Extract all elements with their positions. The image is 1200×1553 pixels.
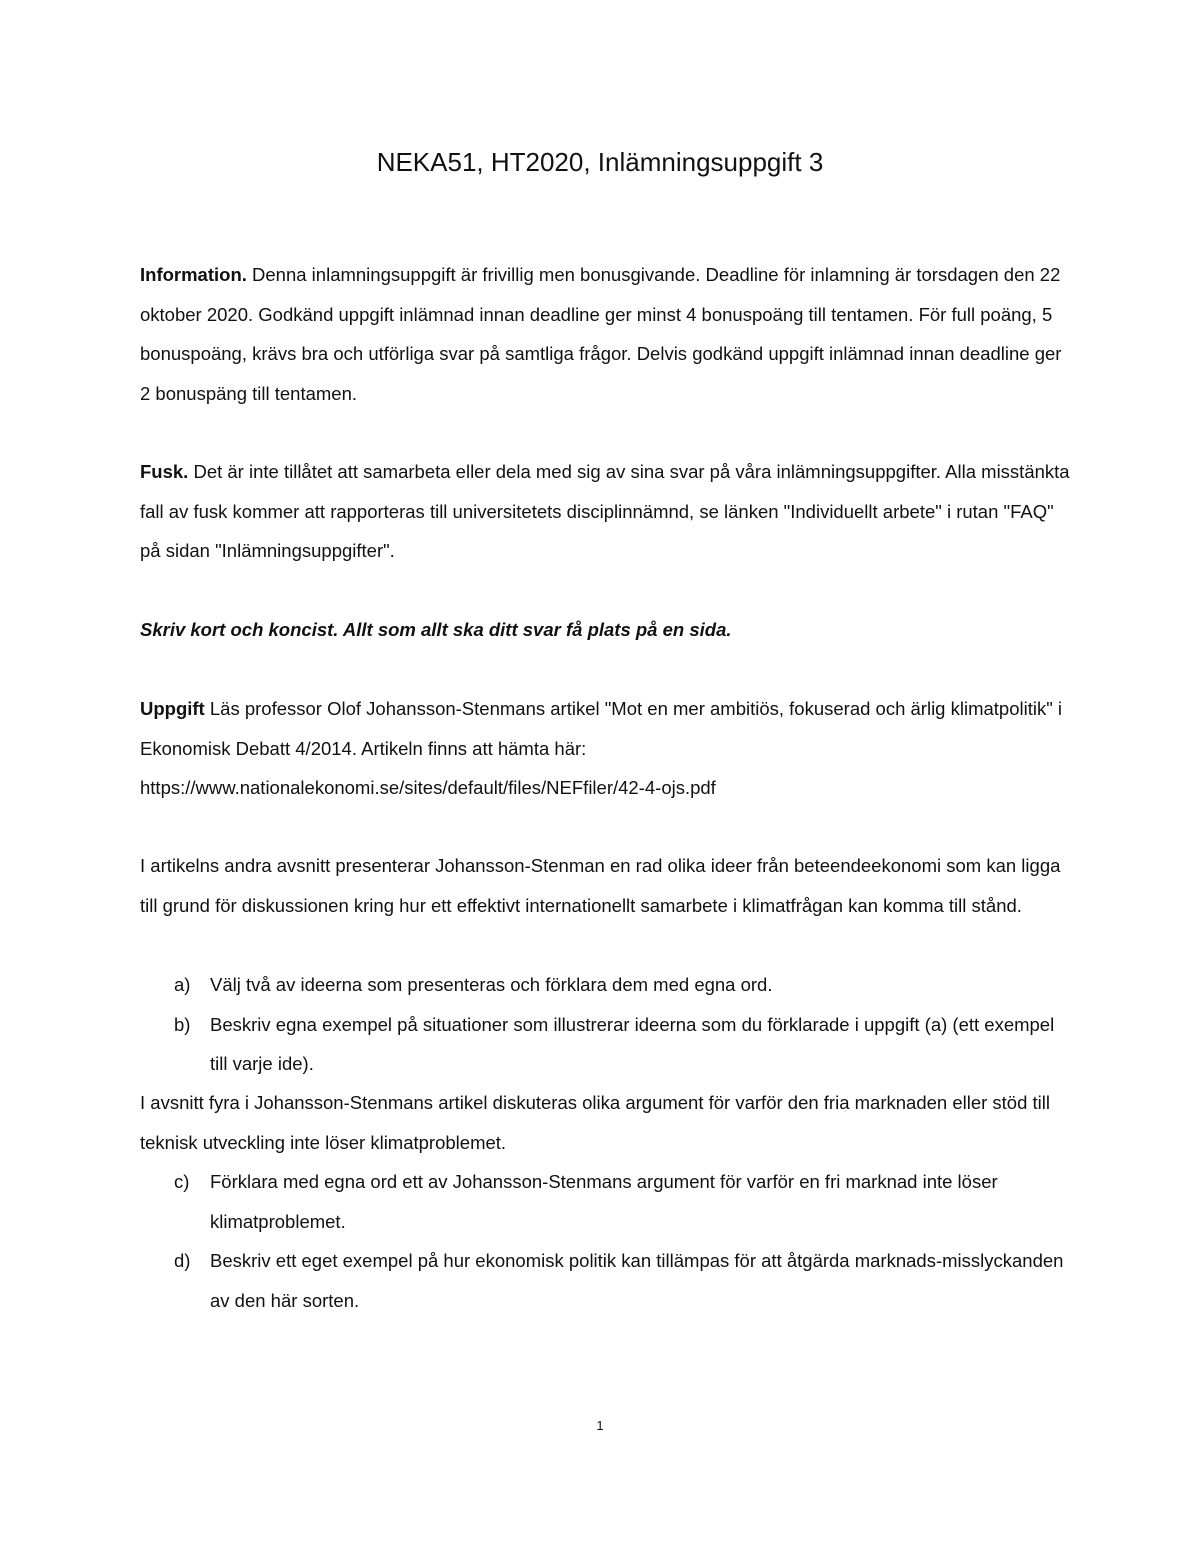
uppgift-label: Uppgift [140,698,205,719]
question-text: Beskriv egna exempel på situationer som illustrerar ideerna som du förklarade i uppgift (a) (ett exempel till varje ide). [210,1013,1055,1074]
list-item [140,1241,1075,1320]
question-text: Beskriv ett eget exempel på hur ekonomisk politik kan tillämpas för att åtgärda marknads-misslyckanden av den här sorten. [210,1250,1064,1311]
uppgift-paragraph [140,689,1075,808]
list-item [140,1162,1075,1241]
list-item [140,965,1075,1005]
article-url: https://www.nationalekonomi.se/sites/default/files/NEFfiler/42-4-ojs.pdf [140,777,716,798]
information-paragraph [140,255,1075,413]
section2-intro: I avsnitt fyra i Johansson-Stenmans artikel diskuteras olika argument för varför den fria marknaden eller stöd till teknisk utveckling inte löser klimatproblemet. [140,1092,1050,1153]
fusk-text: Det är inte tillåtet att samarbeta eller dela med sig av sina svar på våra inlämningsuppgifter. Alla misstänkta fall av fusk kommer att rapporteras till universitetets disciplinnämnd, se länken "Individuellt arbete" i rutan "FAQ" på sidan "Inlämningsuppgifter". [140,461,1070,561]
document-title: NEKA51, HT2020, Inlämningsuppgift 3 [376,147,824,177]
fusk-label: Fusk. [140,461,189,482]
information-label: Information. [140,264,247,285]
notice-paragraph [140,610,1075,650]
page-number: 1 [596,1418,604,1433]
information-text: Denna inlamningsuppgift är frivillig men bonusgivande. Deadline för inlamning är torsdagen den 22 oktober 2020. Godkänd uppgift inlämnad innan deadline ger minst 4 bonuspoäng till tentamen. För full poäng, 5 bonuspoäng, krävs bra och utförliga svar på samtliga frågor. Delvis godkänd uppgift inlämnad innan deadline ger 2 bonuspäng till tentamen. [140,264,1062,404]
list-marker: d) [174,1250,191,1271]
uppgift-text: Läs professor Olof Johansson-Stenmans artikel "Mot en mer ambitiös, fokuserad och ärlig klimatpolitik" i Ekonomisk Debatt 4/2014. Artikeln finns att hämta här: [140,698,1063,759]
question-text: Förklara med egna ord ett av Johansson-Stenmans argument för varför en fri marknad inte löser klimatproblemet. [210,1171,998,1232]
list-marker: b) [174,1013,191,1035]
list-item [140,1005,1075,1084]
fusk-paragraph [140,452,1075,571]
questions-list-2 [140,1162,1075,1320]
section1-intro: I artikelns andra avsnitt presenterar Johansson-Stenman en rad olika ideer från beteendeekonomi som kan ligga till grund för diskussionen kring hur ett effektivt internationellt samarbete i klimatfrågan kan komma till stånd. [140,855,1061,916]
list-marker: c) [174,1171,190,1192]
list-marker: a) [174,974,191,995]
questions-list-1 [140,965,1075,1084]
question-text: Välj två av ideerna som presenteras och förklara dem med egna ord. [210,974,773,995]
notice-text: Skriv kort och koncist. Allt som allt ska ditt svar få plats på en sida. [140,619,732,640]
